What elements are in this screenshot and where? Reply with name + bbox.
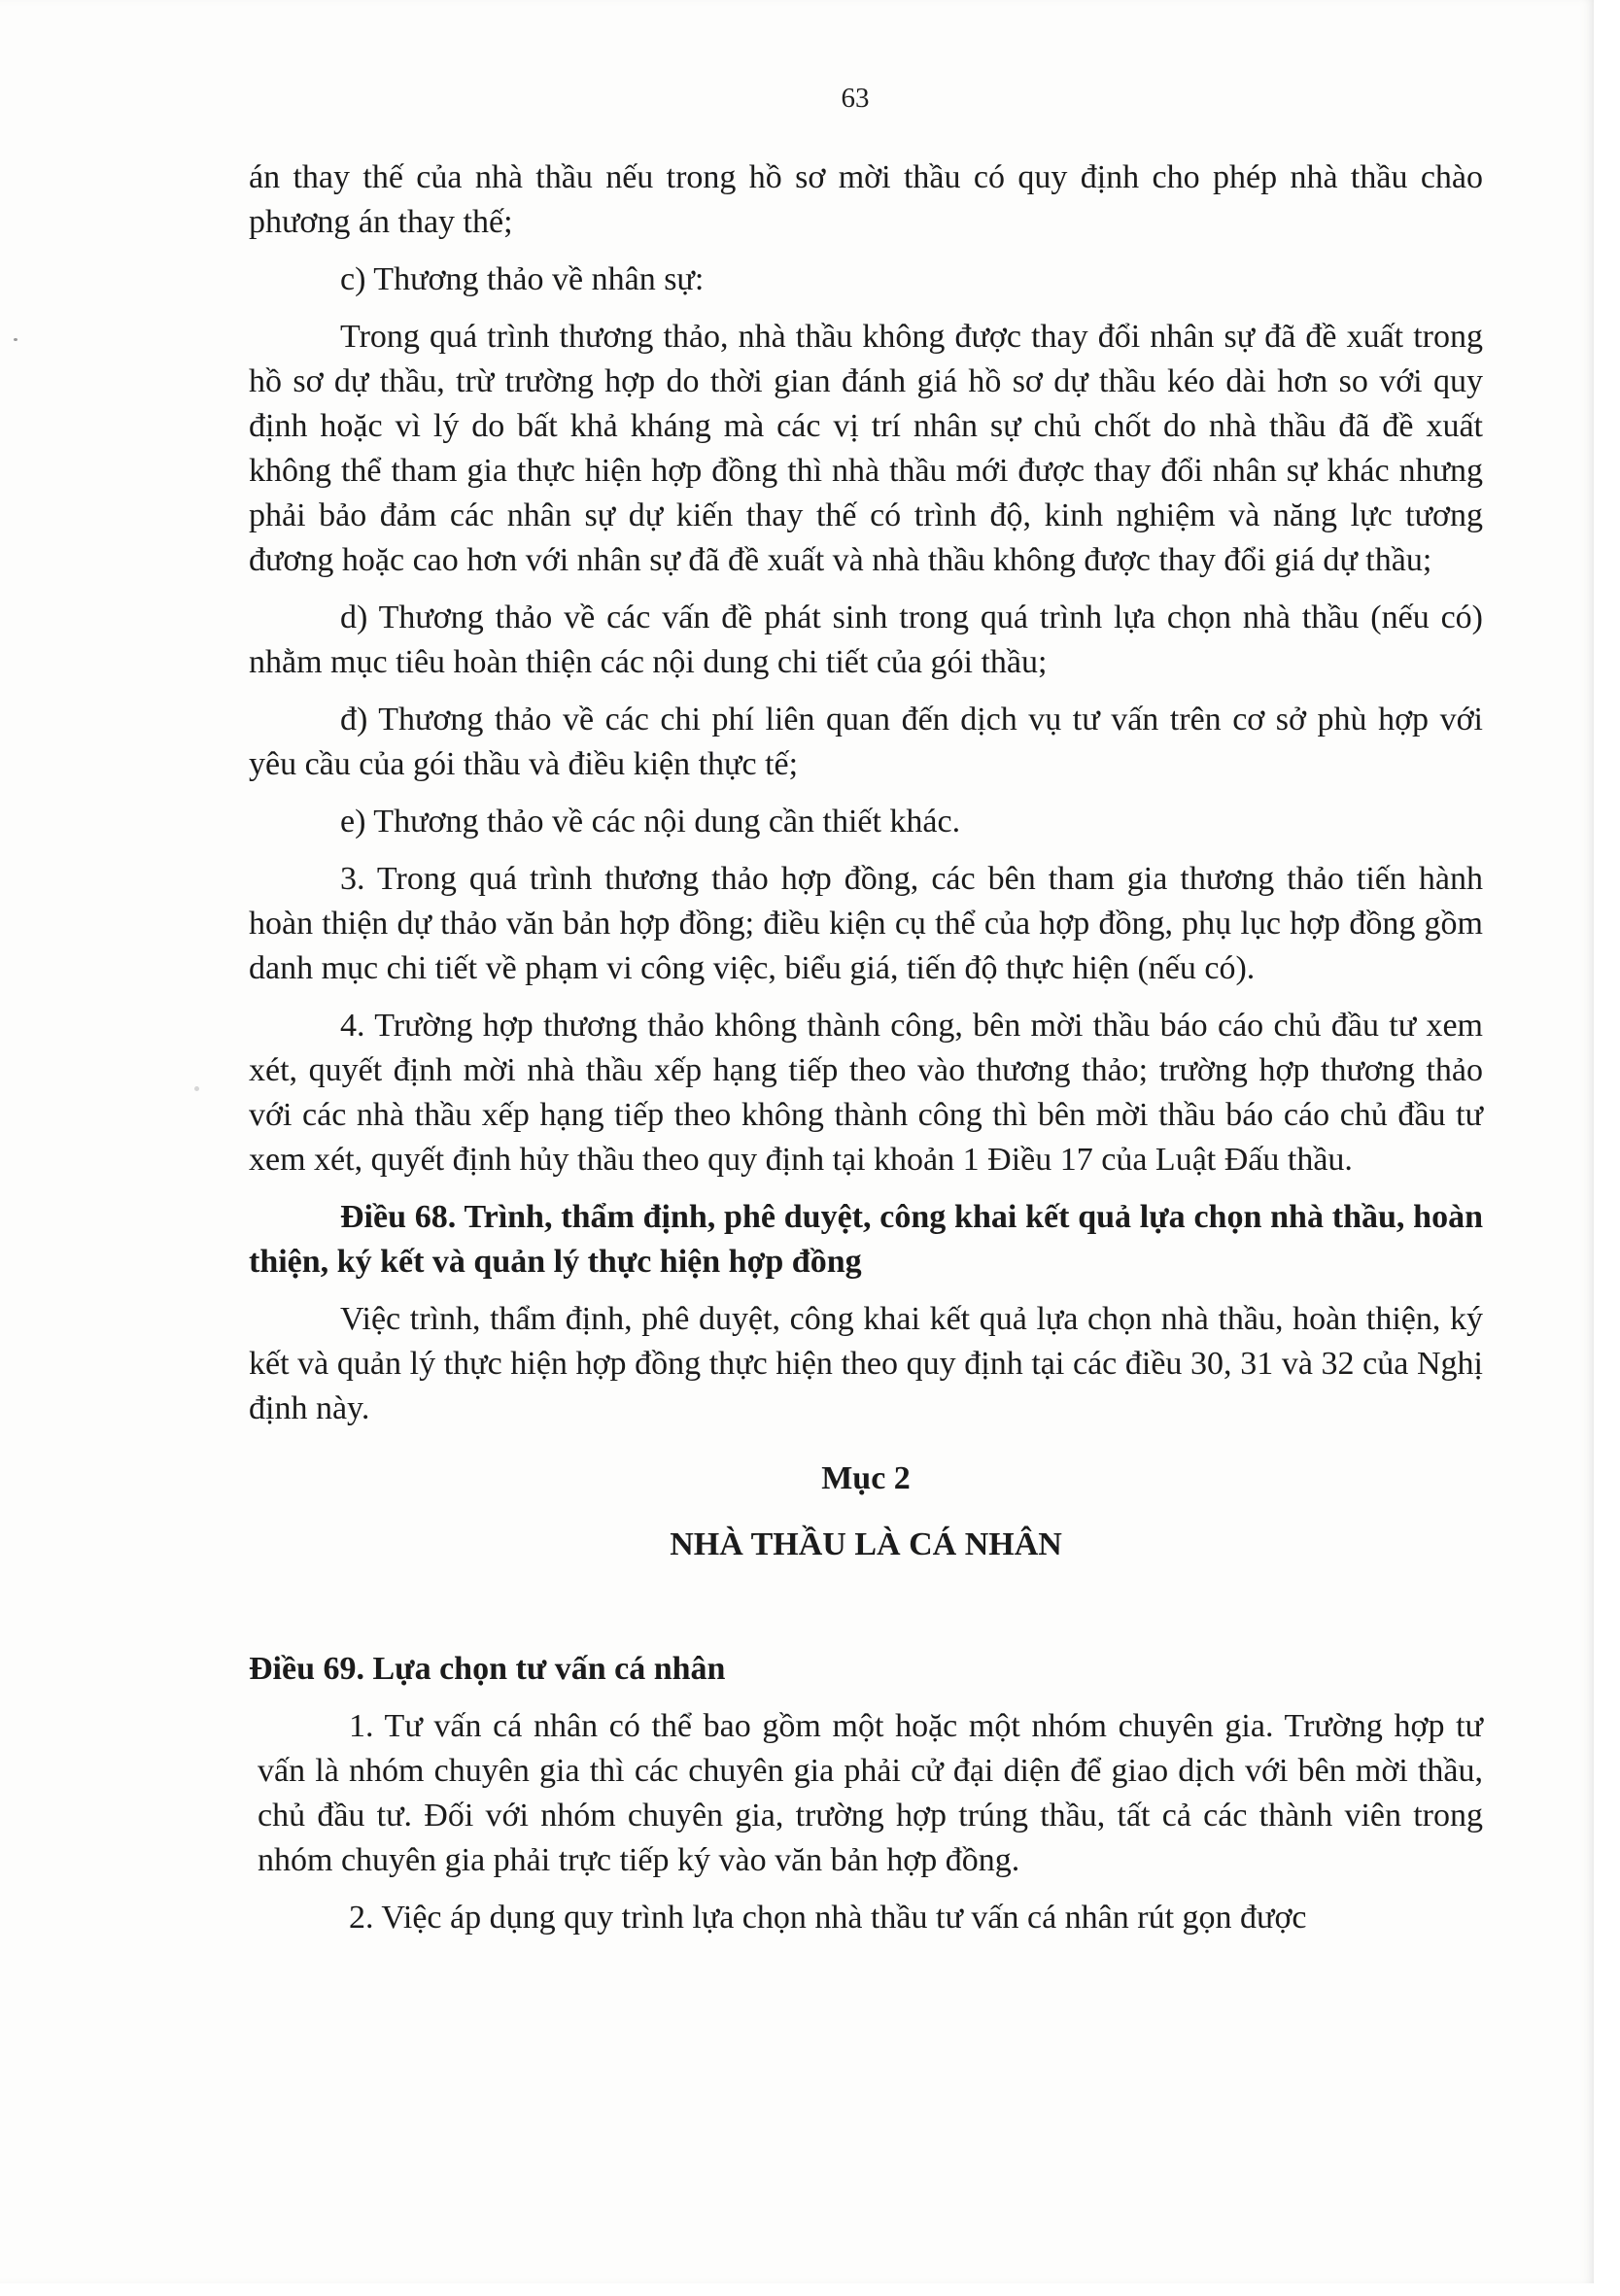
paragraph-personnel: Trong quá trình thương thảo, nhà thầu không được thay đổi nhân sự đã đề xuất trong hồ sơ dự thầu, trừ trường hợp do thời gian đánh giá hồ sơ dự thầu kéo dài hơn so với quy định hoặc vì lý do bất khả kháng mà các vị trí nhân sự chủ chốt do nhà thầu đã đề xuất không thể tham gia thực hiện hợp đồng thì nhà thầu mới được thay đổi nhân sự khác nhưng phải bảo đảm các nhân sự dự kiến thay thế có trình độ, kinh nghiệm và năng lực tương đương hoặc cao hơn với nhân sự đã đề xuất và nhà thầu không được thay đổi giá dự thầu; xyxy=(249,319,1483,578)
page-number: 63 xyxy=(841,83,870,114)
paragraph-continuation: án thay thế của nhà thầu nếu trong hồ sơ mời thầu có quy định cho phép nhà thầu chào phương án thay thế; xyxy=(249,159,1483,240)
scan-speck xyxy=(14,338,17,341)
section-title: NHÀ THẦU LÀ CÁ NHÂN xyxy=(670,1526,1062,1562)
paragraph-clause-4: 4. Trường hợp thương thảo không thành công, bên mời thầu báo cáo chủ đầu tư xem xét, quyết định mời nhà thầu xếp hạng tiếp theo vào thương thảo; trường hợp thương thảo với các nhà thầu xếp hạng tiếp theo không thành công thì bên mời thầu báo cáo chủ đầu tư xem xét, quyết định hủy thầu theo quy định tại khoản 1 Điều 17 của Luật Đấu thầu. xyxy=(249,1008,1483,1178)
paragraph-item-e: e) Thương thảo về các nội dung cần thiết khác. xyxy=(340,804,961,840)
paragraph-clause-3: 3. Trong quá trình thương thảo hợp đồng, các bên tham gia thương thảo tiến hành hoàn thiện dự thảo văn bản hợp đồng; điều kiện cụ thể của hợp đồng, phụ lục hợp đồng gồm danh mục chi tiết về phạm vi công việc, biểu giá, tiến độ thực hiện (nếu có). xyxy=(249,861,1483,986)
article-69-clause-2: 2. Việc áp dụng quy trình lựa chọn nhà thầu tư vấn cá nhân rút gọn được xyxy=(349,1900,1307,1936)
paragraph-item-d: d) Thương thảo về các vấn đề phát sinh trong quá trình lựa chọn nhà thầu (nếu có) nhằm mục tiêu hoàn thiện các nội dung chi tiết của gói thầu; xyxy=(249,600,1483,680)
article-69-clause-1: 1. Tư vấn cá nhân có thể bao gồm một hoặc một nhóm chuyên gia. Trường hợp tư vấn là nhóm chuyên gia thì các chuyên gia phải cử đại diện để giao dịch với bên mời thầu, chủ đầu tư. Đối với nhóm chuyên gia, trường hợp trúng thầu, tất cả các thành viên trong nhóm chuyên gia phải trực tiếp ký vào văn bản hợp đồng. xyxy=(258,1708,1483,1878)
paragraph-item-c: c) Thương thảo về nhân sự: xyxy=(340,261,705,297)
paragraph-item-dd: đ) Thương thảo về các chi phí liên quan đến dịch vụ tư vấn trên cơ sở phù hợp với yêu cầu của gói thầu và điều kiện thực tế; xyxy=(249,702,1483,782)
article-68-body: Việc trình, thẩm định, phê duyệt, công khai kết quả lựa chọn nhà thầu, hoàn thiện, ký kết và quản lý thực hiện hợp đồng thực hiện theo quy định tại các điều 30, 31 và 32 của Nghị định này. xyxy=(249,1301,1483,1426)
article-68-heading: Điều 68. Trình, thẩm định, phê duyệt, công khai kết quả lựa chọn nhà thầu, hoàn thiện, ký kết và quản lý thực hiện hợp đồng xyxy=(249,1199,1483,1280)
document-body xyxy=(249,155,1483,1953)
section-label: Mục 2 xyxy=(821,1460,911,1496)
scan-speck xyxy=(194,1086,199,1091)
article-69-heading: Điều 69. Lựa chọn tư vấn cá nhân xyxy=(249,1651,726,1687)
